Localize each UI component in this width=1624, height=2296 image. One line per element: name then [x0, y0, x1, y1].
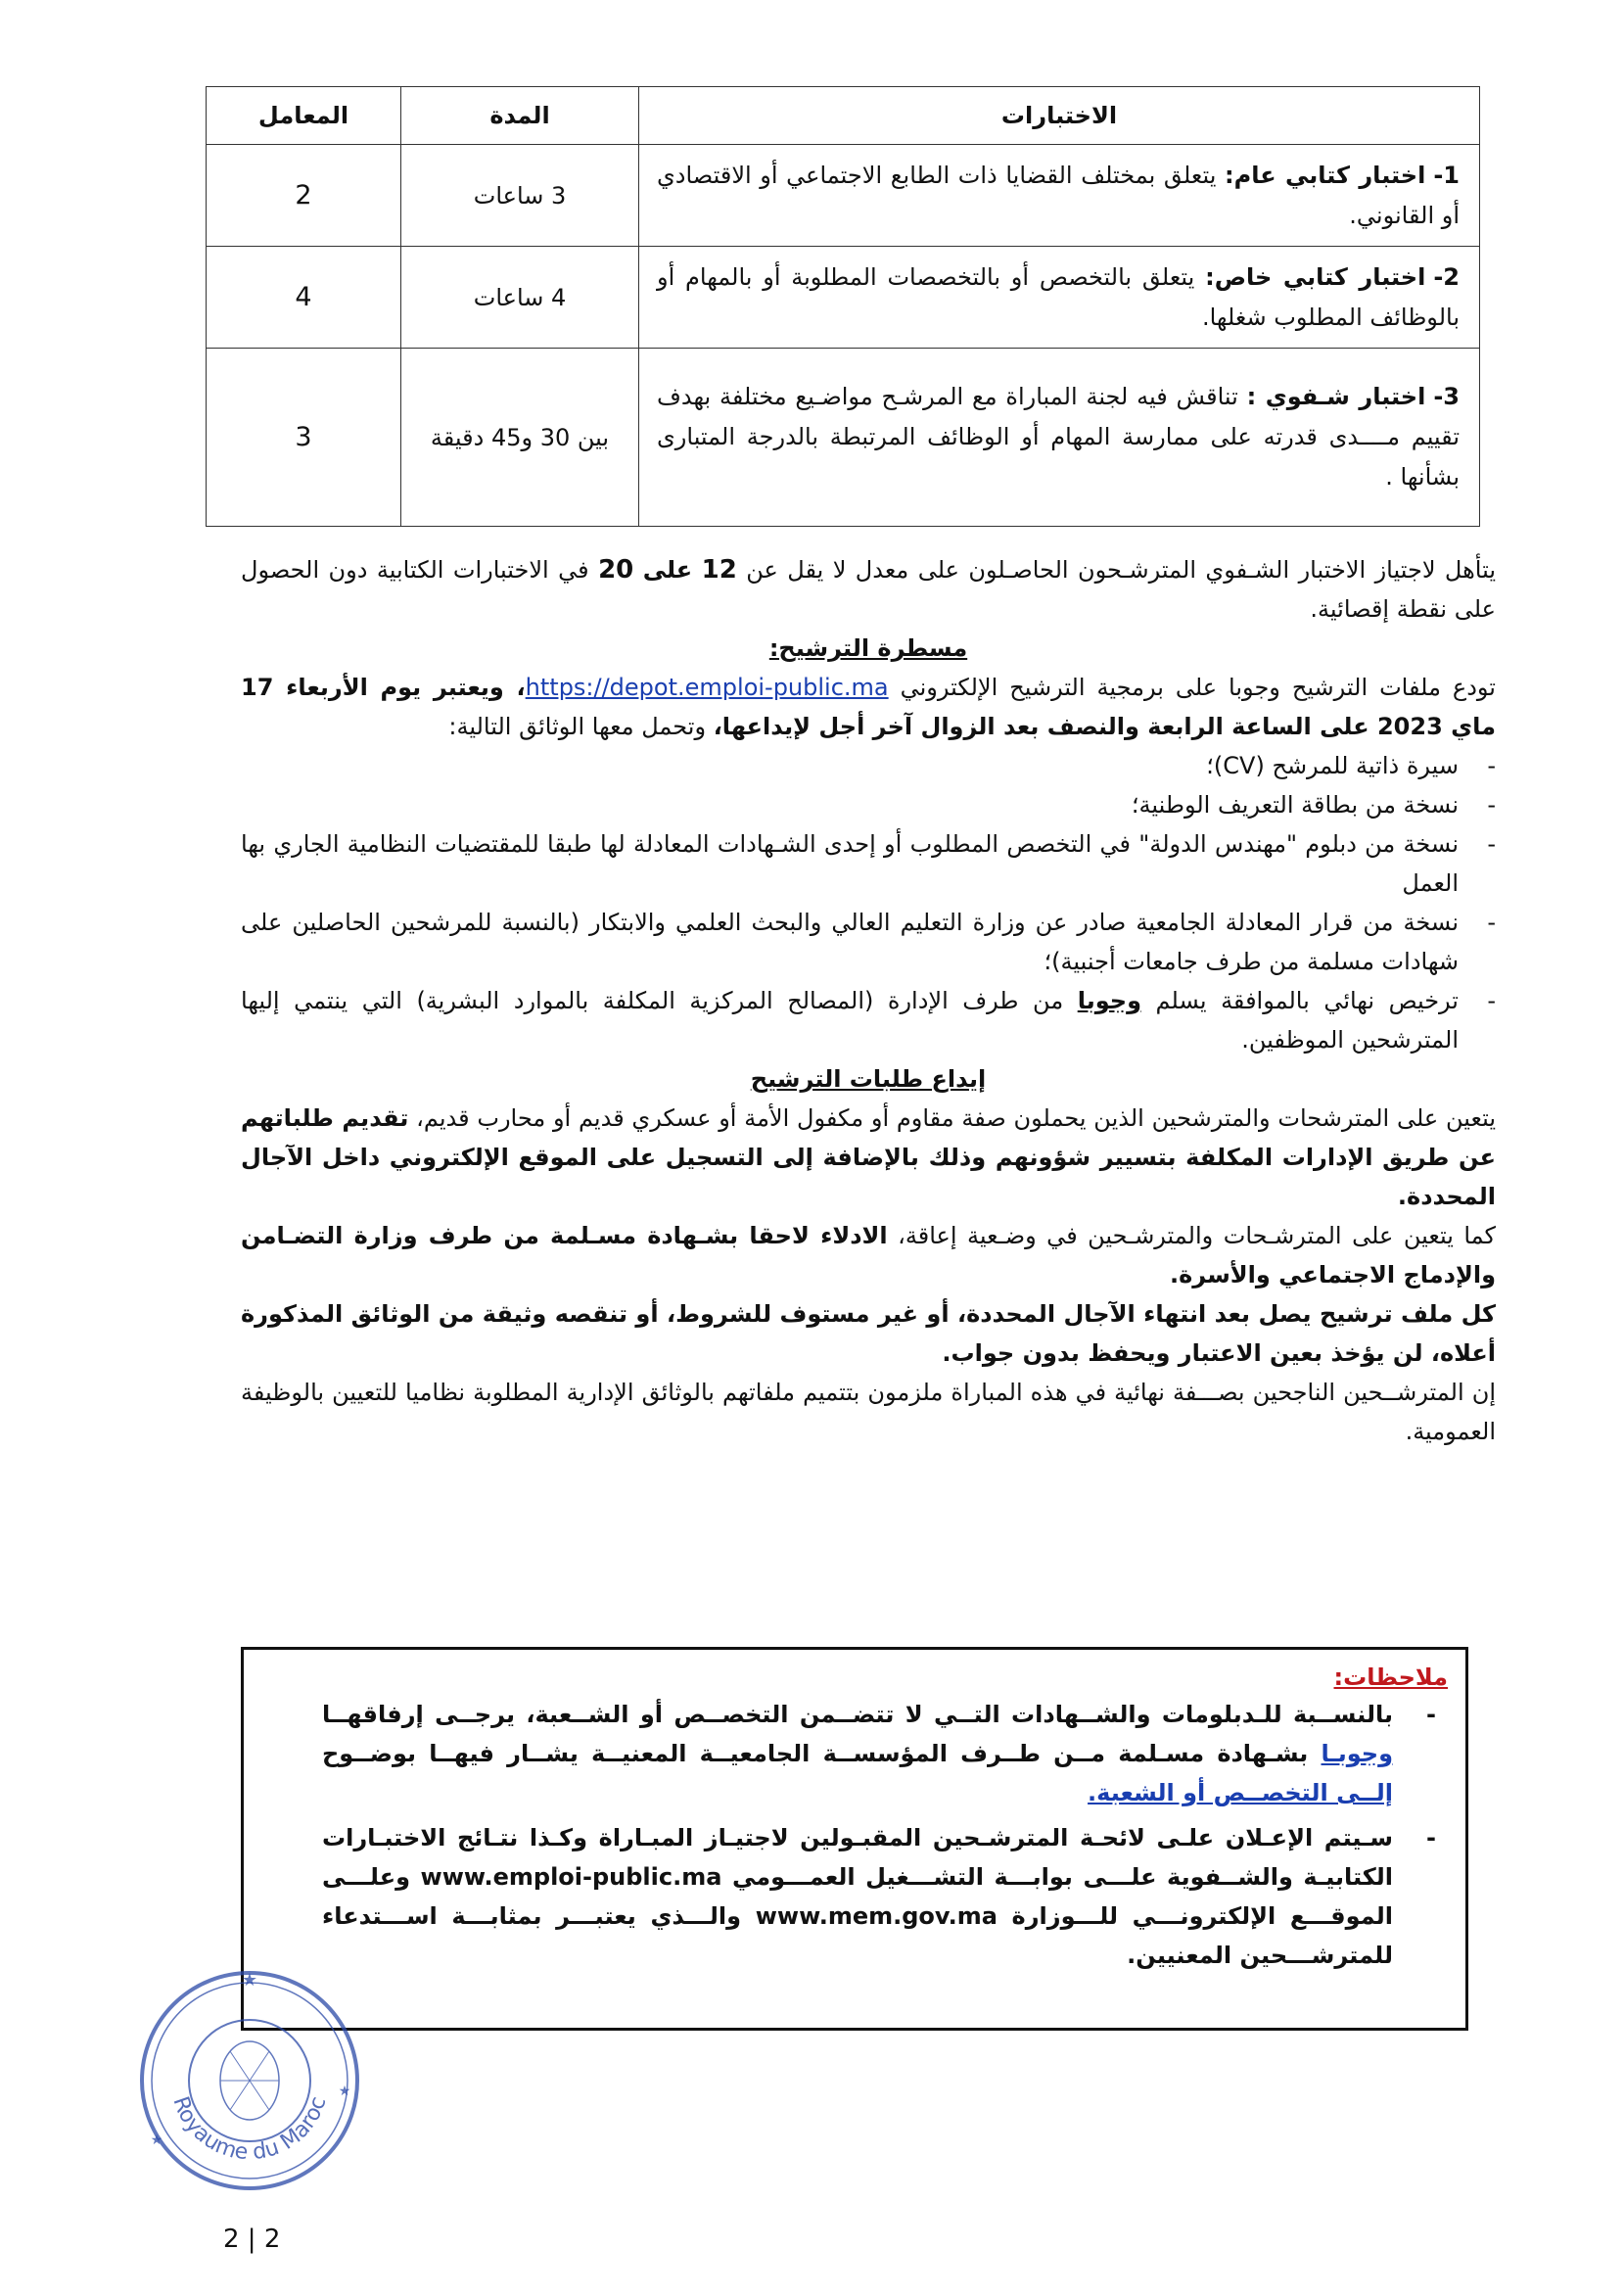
procedure-intro-text-2: وتحمل معها الوثائق التالية: — [448, 713, 707, 740]
note-1-emphasis-2: إلــى التخصــص أو الشعبة. — [1088, 1779, 1393, 1806]
list-item — [322, 1695, 1393, 1812]
table-header-row — [207, 87, 1480, 145]
exam-coefficient: 3 — [207, 349, 401, 527]
table-row — [207, 349, 1480, 527]
header-exams: الاختبارات — [639, 87, 1480, 145]
deposit-p2-bold: الادلاء لاحقا بشـهادة مسـلمة من طرف وزارة التضـامن والإدماج الاجتماعي والأسرة. — [241, 1222, 1496, 1289]
exam-duration: بين 30 و45 دقيقة — [401, 349, 639, 527]
list-item: - نسخة من قرار المعادلة الجامعية صادر عن وزارة التعليم العالي والبحث العلمي والابتكار (بالنسبة للمرشحين الحاصلين على شهادات مسلمة من طرف جامعات أجنبية)؛ — [241, 903, 1459, 981]
eligibility-text-1: يتأهل لاجتياز الاختبار الشـفوي المترشـحون الحاصـلون على معدل لا يقل عن — [746, 556, 1496, 584]
last-doc-text-2: من طرف الإدارة (المصالح المركزية المكلفة بالموارد البشرية) التي ينتمي إليها المترشحين الموظفين. — [241, 987, 1459, 1054]
depot-link[interactable]: https://depot.emploi-public.ma — [525, 674, 889, 701]
ministry-site: www.mem.gov.ma — [755, 1902, 998, 1930]
list-item: - نسخة من دبلوم "مهندس الدولة" في التخصص المطلوب أو إحدى الشـهادات المعادلة لها طبقا للمقتضيات النظامية الجاري بها العمل — [241, 824, 1459, 903]
deposit-paragraph-4: إن المترشــحين الناجحين بصـــفة نهائية في هذه المباراة ملزمون بتتميم ملفاتهم بالوثائق الإدارية المطلوبة نظاميا للتعيين بالوظيفة العمومية. — [241, 1379, 1496, 1445]
note-2-text-3: والـــذي يعتبـــر بمثابـــة اســـتدعاء للمترشـــحين المعنيين. — [322, 1902, 1393, 1969]
exam-number: 3- — [1433, 383, 1460, 410]
deposit-p2-text: كما يتعين على المترشـحات والمترشـحين في وضـعية إعاقة، — [898, 1222, 1496, 1249]
deposit-p1-text: يتعين على المترشحات والمترشحين الذين يحملون صفة مقاوم أو مكفول الأمة أو عسكري قديم أو محارب قديم، — [416, 1104, 1497, 1132]
svg-text:★: ★ — [241, 1970, 258, 1991]
required-documents-list — [241, 746, 1496, 1059]
exam-duration: 4 ساعات — [401, 247, 639, 349]
header-duration: المدة — [401, 87, 639, 145]
exam-coefficient: 2 — [207, 145, 401, 247]
procedure-intro-text: تودع ملفات الترشيح وجوبا على برمجية الترشيح الإلكتروني — [900, 674, 1496, 701]
eligibility-paragraph — [241, 550, 1496, 629]
last-doc-text-1: ترخيص نهائي بالموافقة يسلم — [1155, 987, 1459, 1014]
exam-description — [639, 349, 1480, 527]
exam-text: يتعلق بمختلف القضايا ذات الطابع الاجتماعي أو الاقتصادي أو القانوني. — [657, 161, 1460, 229]
list-item — [322, 1818, 1393, 1975]
svg-text:★: ★ — [150, 2132, 163, 2148]
official-stamp-icon — [127, 1958, 372, 2203]
eligibility-text-2: في الاختبارات الكتابية دون الحصول على نقطة إقصائية. — [241, 556, 1496, 623]
svg-text:Royaume du Maroc — [167, 2093, 331, 2165]
exam-title: اختبار كتابي عام: — [1225, 161, 1426, 189]
deposit-paragraph-1 — [241, 1099, 1496, 1216]
exam-text: تناقش فيه لجنة المباراة مع المرشـح مواضـيع مختلفة بهدف تقييم مــــدى قدرته على ممارسة المهام أو الوظائف المرتبطة بالدرجة المتبارى بشأنها . — [657, 383, 1460, 491]
notes-title: ملاحظات: — [1333, 1663, 1448, 1691]
document-body — [241, 550, 1496, 1451]
notes-list — [322, 1695, 1448, 1975]
deposit-paragraph-3 — [241, 1294, 1496, 1373]
procedure-heading: مسطرة الترشيح: — [768, 634, 968, 662]
exam-coefficient: 4 — [207, 247, 401, 349]
list-item: - سيرة ذاتية للمرشح (CV)؛ — [241, 746, 1459, 785]
note-2-text-2: وعلـــى الموقـــع الإلكترونـــي للـــوزارة — [322, 1863, 1394, 1930]
eligibility-on: على — [642, 556, 693, 584]
exam-duration: 3 ساعات — [401, 145, 639, 247]
svg-text:★: ★ — [338, 2084, 351, 2099]
procedure-intro — [241, 668, 1496, 746]
table-row — [207, 247, 1480, 349]
exam-number: 1- — [1433, 161, 1460, 189]
exam-description — [639, 247, 1480, 349]
note-2-text-1: سـيتم الإعـلان علـى لائحـة المترشـحين المقبـولين لاجتيـاز المبـاراة وكـذا نتـائج الاختبـارات الكتابيـة والشــفوية علـــى بوابـــة التشـــغيل العمـــومي — [322, 1824, 1393, 1891]
stamp-text: Royaume du Maroc — [167, 2093, 332, 2166]
list-item — [241, 981, 1459, 1059]
eligibility-score: 12 — [701, 555, 737, 585]
eligibility-total: 20 — [598, 555, 634, 585]
procedure-deadline: ، ويعتبر يوم الأربعاء 17 ماي 2023 على الساعة الرابعة والنصف بعد الزوال آخر أجل لإيداعها، — [241, 674, 1496, 740]
last-doc-emphasis: وجوبا — [1077, 987, 1141, 1014]
deposit-p1-bold: تقديم طلباتهم عن طريق الإدارات المكلفة بتسيير شؤونهم وذلك بالإضافة إلى التسجيل على الموقع الإلكتروني داخل الآجال المحددة. — [241, 1104, 1496, 1210]
table-row — [207, 145, 1480, 247]
header-coefficient: المعامل — [207, 87, 401, 145]
exam-title: اختبار شـفوي : — [1246, 383, 1426, 410]
emploi-public-site: www.emploi-public.ma — [420, 1863, 722, 1891]
deposit-heading: إيداع طلبات الترشيح — [750, 1065, 987, 1093]
exam-number: 2- — [1433, 262, 1460, 291]
deposit-p3-bold: كل ملف ترشيح يصل بعد انتهاء الآجال المحددة، أو غير مستوف للشروط، أو تنقصه وثيقة من الوثائق المذكورة أعلاه، لن يؤخذ بعين الاعتبار ويحفظ بدون جواب. — [241, 1300, 1496, 1367]
exams-table — [206, 86, 1480, 527]
list-item: - نسخة من بطاقة التعريف الوطنية؛ — [241, 785, 1459, 824]
note-1-emphasis: وجوبـا — [1321, 1740, 1393, 1767]
page-number: 2 | 2 — [223, 2225, 281, 2254]
exam-title: اختبار كتابي خاص: — [1205, 262, 1426, 291]
exam-description — [639, 145, 1480, 247]
notes-box — [241, 1647, 1468, 2031]
note-1-text-2: بشـهادة مسـلمة مــن طــرف المؤسســة الجامعيــة المعنيــة يشــار فيهــا بوضــوح — [322, 1740, 1309, 1767]
exam-text: يتعلق بالتخصص أو بالتخصصات المطلوبة أو بالمهام أو بالوظائف المطلوب شغلها. — [657, 262, 1460, 331]
note-1-text-1: بالنســبة للـدبلومات والشــهادات التــي لا تتضــمن التخصــص أو الشــعبة، يرجــى إرفاقهــا — [322, 1701, 1393, 1728]
deposit-paragraph-2 — [241, 1216, 1496, 1294]
